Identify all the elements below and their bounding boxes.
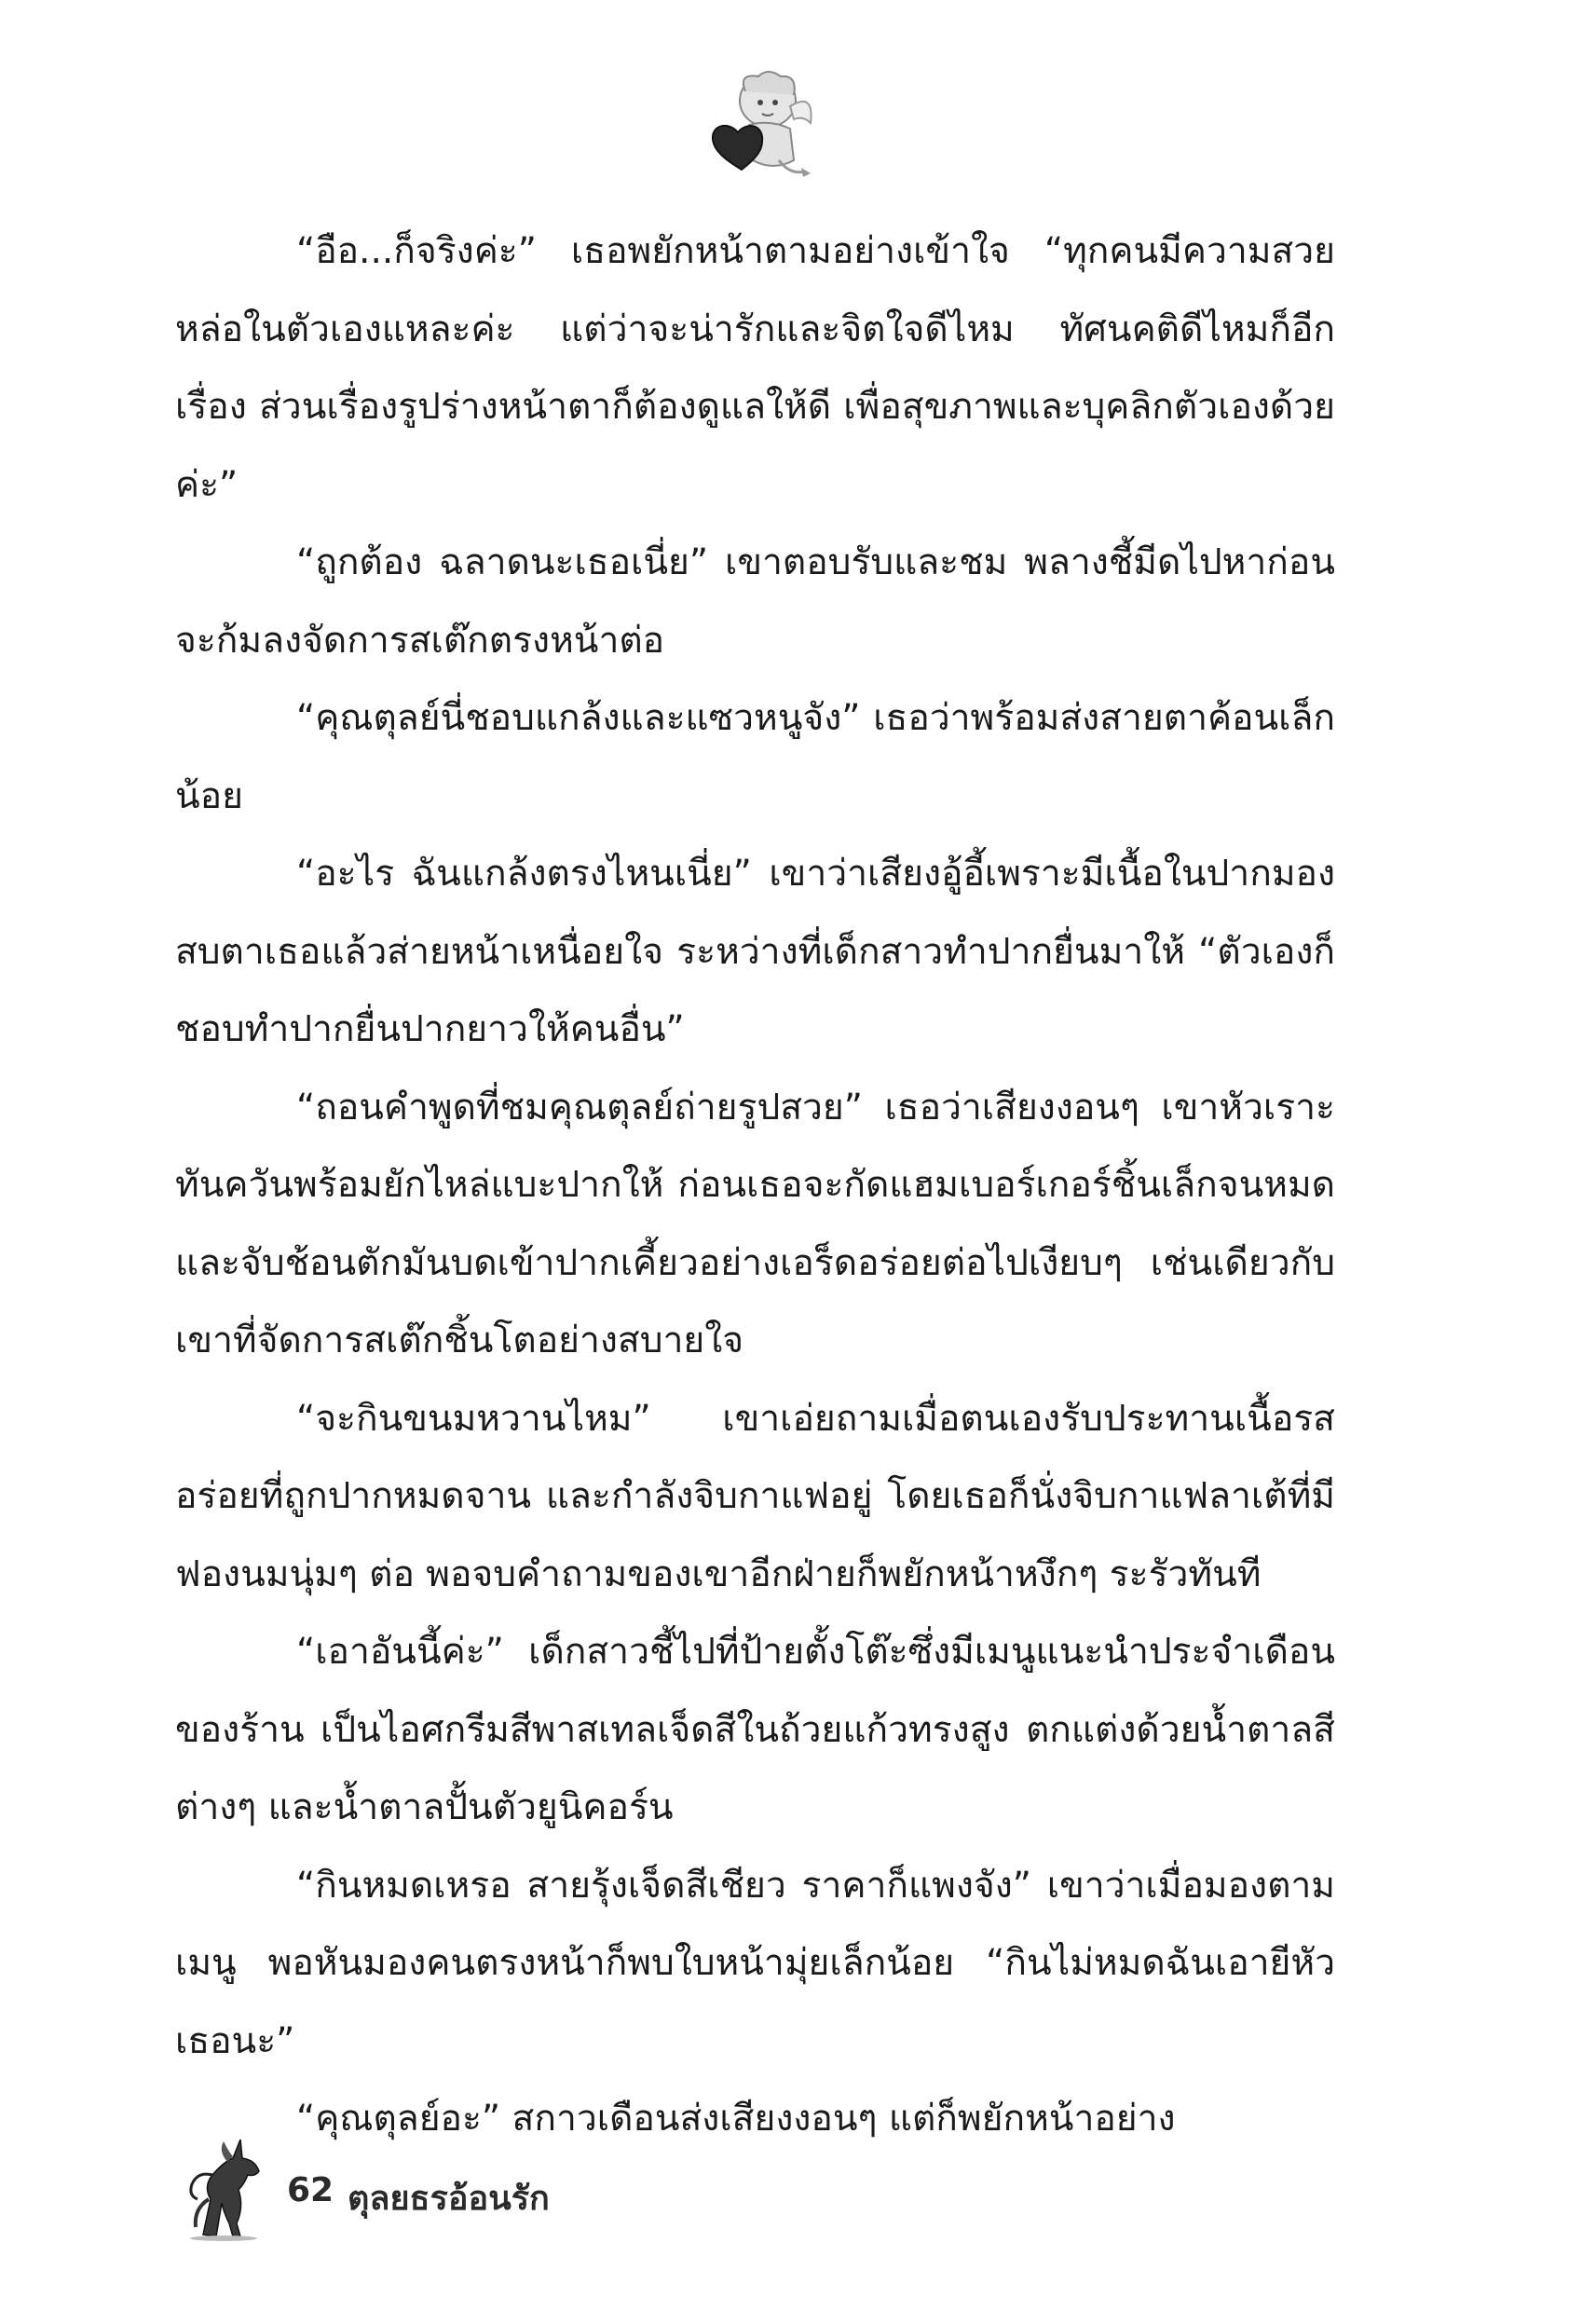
book-title: ตุลยธรอ้อนรัก — [348, 2180, 550, 2218]
story-text — [175, 212, 1335, 2158]
page-number: 62 — [287, 2171, 334, 2209]
paragraph: “คุณตุลย์อะ” สกาวเดือนส่งเสียงงอนๆ แต่ก็พยักหน้าอย่าง — [296, 2098, 1176, 2140]
paragraph: “กินหมดเหรอ สายรุ้งเจ็ดสีเชียว ราคาก็แพงจัง” เขาว่าเมื่อมองตามเมนู พอหันมองคนตรงหน้าก็พบใบหน้ามุ่ยเล็กน้อย “กินไม่หมดฉันเอายีหัวเธอนะ” — [175, 1864, 1335, 2062]
cupid-with-heart-icon — [701, 63, 822, 185]
paragraph: “เอาอันนี้ค่ะ” เด็กสาวชี้ไปที่ป้ายตั้งโต๊ะซึ่งมีเมนูแนะนำประจำเดือนของร้าน เป็นไอศกรีมสีพาสเทลเจ็ดสีในถ้วยแก้วทรงสูง ตกแต่งด้วยน้ำตาลสีต่างๆ และน้ำตาลปั้นตัวยูนิคอร์น — [175, 1631, 1335, 1828]
paragraph: “ถูกต้อง ฉลาดนะเธอเนี่ย” เขาตอบรับและชม พลางชี้มีดไปหาก่อนจะก้มลงจัดการสเต๊กตรงหน้าต่อ — [175, 541, 1335, 662]
paragraph: “ถอนคำพูดที่ชมคุณตุลย์ถ่ายรูปสวย” เธอว่าเสียงงอนๆ เขาหัวเราะทันควันพร้อมยักไหล่แบะปากให้ ก่อนเธอจะกัดแฮมเบอร์เกอร์ชิ้นเล็กจนหมดและจับช้อนตักมันบดเข้าปากเคี้ยวอย่างเอร็ดอร่อยต่อไปเงียบๆ เช่นเดียวกับเขาที่จัดการสเต๊กชิ้นโตอย่างสบายใจ — [175, 1086, 1335, 1361]
rearing-unicorn-icon — [175, 2134, 273, 2241]
paragraph: “คุณตุลย์นี่ชอบแกล้งและแซวหนูจัง” เธอว่าพร้อมส่งสายตาค้อนเล็กน้อย — [175, 697, 1335, 817]
paragraph: “อะไร ฉันแกล้งตรงไหนเนี่ย” เขาว่าเสียงอู้อี้เพราะมีเนื้อในปากมองสบตาเธอแล้วส่ายหน้าเหนื่อยใจ ระหว่างที่เด็กสาวทำปากยื่นมาให้ “ตัวเองก็ชอบทำปากยื่นปากยาวให้คนอื่น” — [175, 853, 1335, 1050]
paragraph: “อือ...ก็จริงค่ะ” เธอพยักหน้าตามอย่างเข้าใจ “ทุกคนมีความสวยหล่อในตัวเองแหละค่ะ แต่ว่าจะน่ารักและจิตใจดีไหม ทัศนคติดีไหมก็อีกเรื่อง ส่วนเรื่องรูปร่างหน้าตาก็ต้องดูแลให้ดี เพื่อสุขภาพและบุคลิกตัวเองด้วยค่ะ” — [175, 230, 1335, 506]
page-footer — [175, 2134, 827, 2246]
paragraph: “จะกินขนมหวานไหม” เขาเอ่ยถามเมื่อตนเองรับประทานเนื้อรสอร่อยที่ถูกปากหมดจาน และกำลังจิบกาแฟอยู่ โดยเธอก็นั่งจิบกาแฟลาเต้ที่มีฟองนมนุ่มๆ ต่อ พอจบคำถามของเขาอีกฝ่ายก็พยักหน้าหงึกๆ ระรัวทันที — [175, 1397, 1335, 1595]
